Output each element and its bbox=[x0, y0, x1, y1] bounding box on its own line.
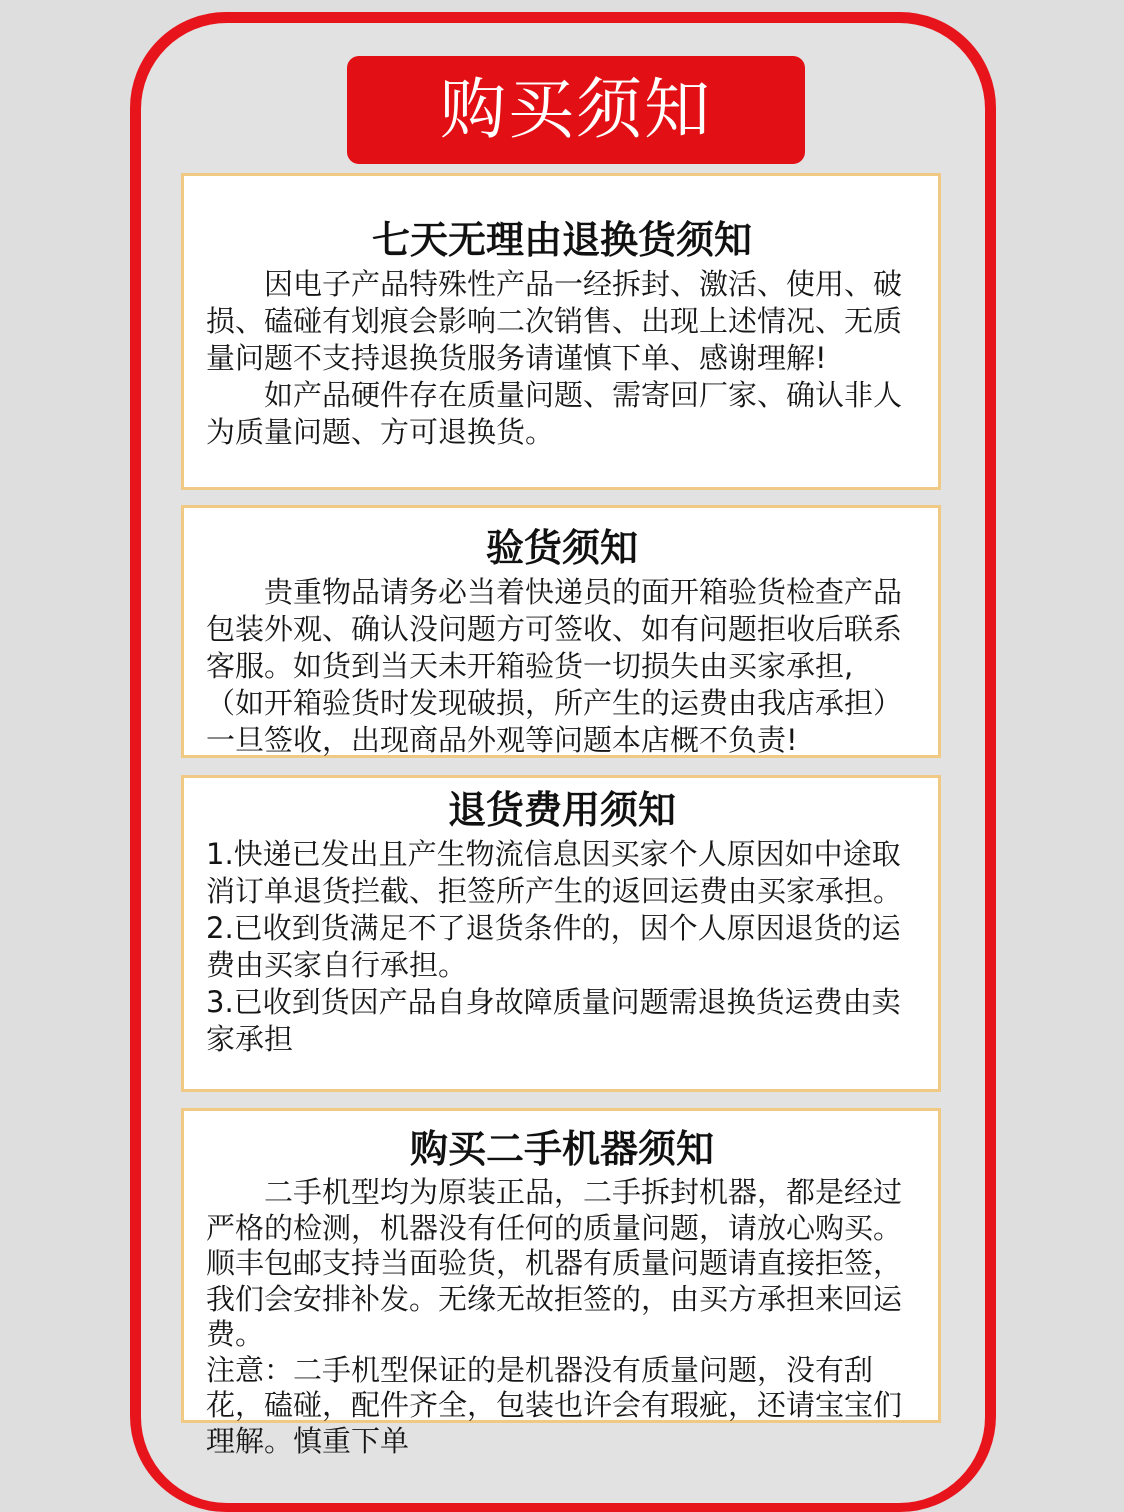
section-paragraph: 因电子产品特殊性产品一经拆封、激活、使用、破损、磕碰有划痕会影响二次销售、出现上述情况、无质量问题不支持退换货服务请谨慎下单、感谢理解! bbox=[206, 267, 903, 375]
section-seven-day-return bbox=[181, 173, 941, 490]
section-second-hand bbox=[181, 1108, 941, 1458]
section-paragraph: （如开箱验货时发现破损，所产生的运费由我店承担）一旦签收，出现商品外观等问题本店概不负责! bbox=[206, 686, 903, 757]
section-paragraph: 1.快递已发出且产生物流信息因买家个人原因如中途取消订单退货拦截、拒签所产生的返回运费由买家承担。 bbox=[206, 837, 903, 908]
section-heading: 七天无理由退换货须知 bbox=[371, 218, 752, 262]
section-paragraph: 贵重物品请务必当着快递员的面开箱验货检查产品包装外观、确认没问题方可签收、如有问题拒收后联系客服。如货到当天未开箱验货一切损失由买家承担, bbox=[206, 575, 903, 683]
section-paragraph: 3.已收到货因产品自身故障质量问题需退换货运费由卖家承担 bbox=[206, 985, 901, 1056]
section-return-fees bbox=[181, 775, 941, 1092]
section-paragraph: 注意：二手机型保证的是机器没有质量问题，没有刮花，磕碰，配件齐全，包装也许会有瑕疵，还请宝宝们理解。慎重下单 bbox=[206, 1352, 903, 1458]
page-title: 购买须知 bbox=[347, 56, 805, 164]
section-heading: 退货费用须知 bbox=[447, 788, 676, 832]
section-heading: 验货须知 bbox=[485, 526, 638, 570]
section-paragraph: 如产品硬件存在质量问题、需寄回厂家、确认非人为质量问题、方可退换货。 bbox=[206, 378, 903, 449]
section-inspection bbox=[181, 505, 941, 758]
section-paragraph: 二手机型均为原装正品，二手拆封机器，都是经过严格的检测，机器没有任何的质量问题，请放心购买。顺丰包邮支持当面验货，机器有质量问题请直接拒签，我们会安排补发。无缘无故拒签的，由买方承担来回运费。 bbox=[206, 1175, 903, 1351]
section-paragraph: 2.已收到货满足不了退货条件的，因个人原因退货的运费由买家自行承担。 bbox=[206, 911, 901, 982]
section-heading: 购买二手机器须知 bbox=[409, 1127, 714, 1171]
